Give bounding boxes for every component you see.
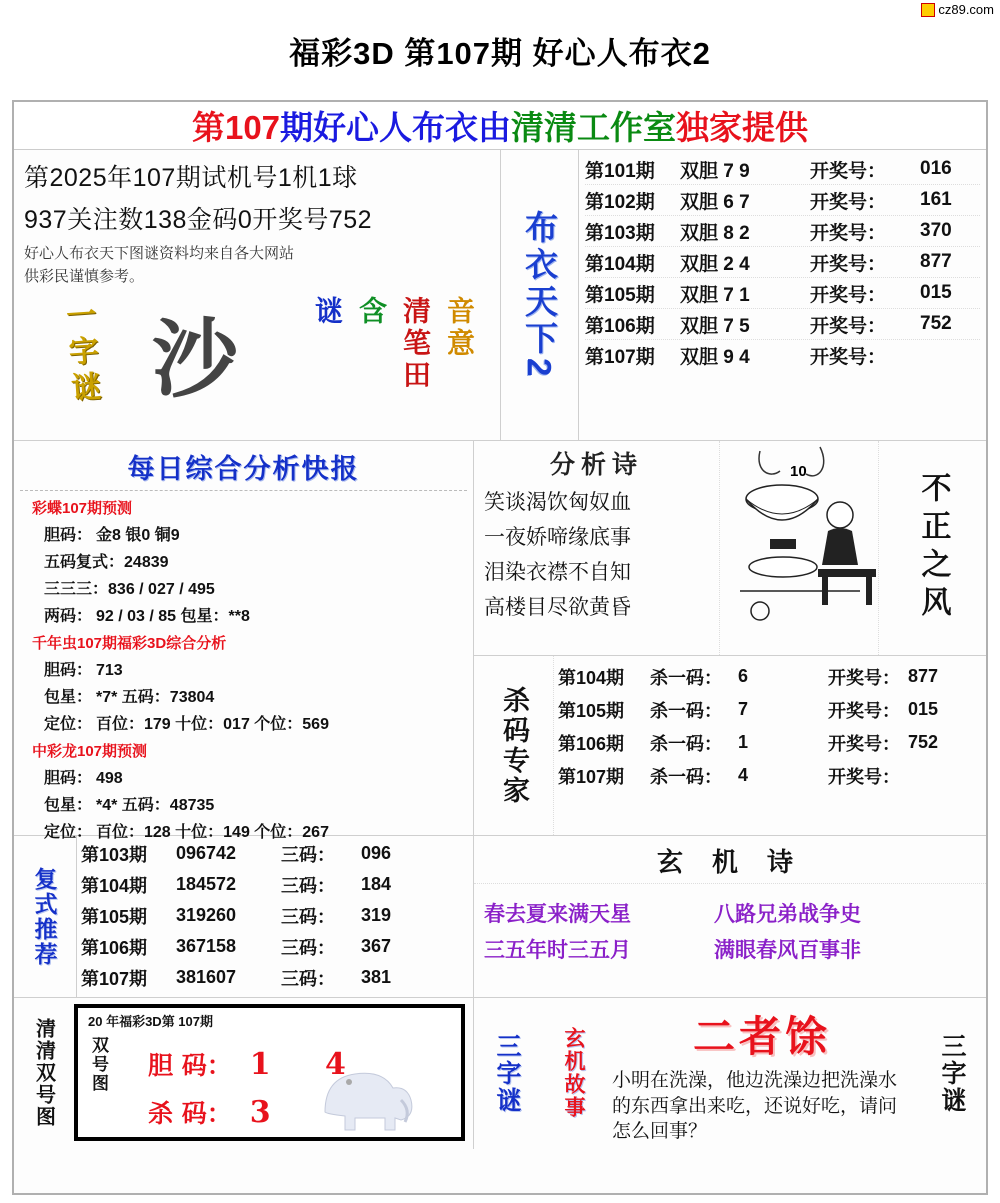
table-row [81,931,469,962]
kill-label: 杀一码： [650,766,722,787]
history-issue: 第106期 [585,315,655,337]
analysis-poem-text [474,441,719,655]
brand-label: 布衣天下2 [521,209,559,381]
page-title: 福彩3D 第107期 好心人布衣2 [289,36,711,71]
fushi-issue: 第105期 [81,906,148,927]
banner-seg-4: 独家提供 [676,109,809,146]
analysis-phrase: 不正之风 [915,472,951,624]
history-dan: 双胆 8 2 [680,222,750,244]
danhao-row-2-value: 3 [249,1095,271,1130]
history-issue: 第102期 [585,191,655,213]
fushi-label-cell: 三码： [281,937,335,958]
history-open-value: 370 [920,220,952,241]
history-open-label: 开奖号： [810,284,887,306]
fushi-label: 复式推荐 [31,866,58,967]
story-right-label-wrap [918,998,986,1149]
brand-vertical-panel [501,150,579,440]
top-section [14,150,986,440]
table-row [585,278,980,309]
bottom-section [14,997,986,1149]
danhao-row-1-label: 胆 码： [148,1051,232,1080]
kill-issue: 第106期 [558,733,625,754]
history-open-value: 877 [920,251,952,272]
riddle-col-2: 含 [355,296,388,328]
table-row [585,154,980,185]
analysis-poem-title: 分析诗 [549,450,643,479]
disclaimer-line-1: 好心人布衣天下图谜资料均来自各大网站 [24,245,295,262]
story-title: 二者馀 [692,1012,831,1061]
table-row [81,962,469,993]
analysis-phrase-panel [879,441,986,655]
analysis-poem-block [474,441,986,656]
history-issue: 第103期 [585,222,655,244]
kill-issue: 第107期 [558,766,625,787]
fushi-label-cell: 三码： [281,906,335,927]
kill-open-label: 开奖号： [828,667,900,688]
fushi-label-wrap [14,836,76,997]
fushi-value: 381 [361,967,392,987]
fushi-code: 367158 [176,936,237,956]
story-line: 的东西拿出来吃，还说好吃，请问 [612,1094,898,1117]
test-number-line-2: 937关注数138金码0开奖号752 [24,206,373,234]
banner-seg-2: 期好心人布衣由 [280,109,512,146]
kill-code-table [554,656,986,835]
danhao-row-2-label: 杀 码： [148,1099,232,1128]
table-row [585,216,980,247]
kill-value: 7 [738,699,749,719]
test-number-panel [14,150,501,440]
danhao-row-1-value: 1 4 [249,1047,368,1082]
xuanji-line-b: 满眼春风百事非 [714,937,861,962]
fushi-value: 184 [361,874,392,894]
table-row [558,726,982,759]
table-row [585,340,980,371]
riddle-col-4: 音意 [443,296,476,360]
fushi-value: 319 [361,905,392,925]
kill-value: 1 [738,732,749,752]
watermark-swatch-icon [921,3,935,17]
kill-label: 杀一码： [650,700,722,721]
history-open-value: 161 [920,189,952,210]
danhao-block [14,998,474,1149]
xuanji-line-a: 春去夏来满天星 [484,901,631,926]
table-row [81,900,469,931]
history-dan: 双胆 7 5 [680,315,750,337]
kill-code-block [474,656,986,835]
kill-label: 杀一码： [650,733,722,754]
kill-issue: 第104期 [558,667,625,688]
history-table [579,150,986,440]
history-dan: 双胆 2 4 [680,253,750,275]
history-issue: 第107期 [585,347,655,368]
fushi-code: 184572 [176,874,237,894]
history-issue: 第101期 [585,160,655,182]
table-row [558,693,982,726]
danhao-vertical-label: 双号图 [89,1036,108,1093]
riddle-character-columns [307,296,479,392]
danhao-side-label-wrap [14,998,74,1149]
fushi-issue: 第104期 [81,875,148,896]
fushi-code: 096742 [176,843,237,863]
history-dan: 双胆 9 4 [680,347,750,368]
history-open-label: 开奖号： [810,315,887,337]
banner-seg-1: 第107 [191,109,281,146]
history-issue: 第104期 [585,253,655,275]
kill-code-label: 杀码专家 [498,685,529,806]
daily-report-title: 每日综合分析快报 [20,445,467,491]
fushi-issue: 第103期 [81,844,148,865]
kill-open-value: 752 [908,732,939,752]
history-dan: 双胆 7 1 [680,284,750,306]
analysis-poem-line: 高楼目尽欲黄昏 [484,595,631,619]
analysis-poem-line: 一夜娇啼缘底事 [484,525,631,549]
fushi-block [14,836,474,997]
danhao-row-2 [148,1094,271,1130]
history-open-label: 开奖号： [810,347,887,368]
forecast-3-row: 胆码： 498 [44,770,123,787]
danhao-image-box [74,1004,465,1141]
table-row [81,869,469,900]
kill-issue: 第105期 [558,700,625,721]
kill-open-label: 开奖号： [828,733,900,754]
history-open-label: 开奖号： [810,222,887,244]
story-left-sub-label-wrap [540,998,606,1149]
xuanji-body [474,884,986,997]
history-open-label: 开奖号： [810,253,887,275]
riddle-col-3: 清笔田 [399,296,432,392]
history-dan: 双胆 7 9 [680,160,750,182]
forecast-2-title: 千年虫107期福彩3D综合分析 [32,635,227,652]
riddle-artwork [22,290,492,430]
analysis-poem-line: 泪染衣襟不自知 [484,560,631,584]
lottery-sheet [12,100,988,1195]
disclaimer-line-2: 供彩民谨慎参考。 [24,268,145,285]
story-left-label: 三字谜 [493,1032,521,1114]
sheet-banner [14,102,986,150]
kill-open-value: 877 [908,666,939,686]
history-issue: 第105期 [585,284,655,306]
fushi-label-cell: 三码： [281,844,335,865]
story-block [474,998,986,1149]
xuanji-line [484,934,976,964]
fushi-issue: 第107期 [81,968,148,989]
history-open-label: 开奖号： [810,191,887,213]
forecast-3-row: 定位： 百位：128 十位：149 个位：267 [44,824,329,841]
forecast-1-title: 彩蝶107期预测 [32,500,133,517]
danhao-side-label: 清清双号图 [32,1018,55,1129]
analysis-illustration [719,441,879,655]
kill-open-value: 015 [908,699,939,719]
forecast-3-title: 中彩龙107期预测 [32,743,148,760]
analysis-poem-line: 笑谈渴饮匈奴血 [484,490,631,514]
riddle-label-vertical: 一字谜 [60,298,101,409]
fushi-value: 096 [361,843,392,863]
fushi-code: 319260 [176,905,237,925]
story-left-sub-label: 玄机故事 [562,1027,585,1120]
site-watermark [921,2,994,17]
kill-open-label: 开奖号： [828,766,900,787]
lower-section [14,835,986,997]
history-open-label: 开奖号： [810,160,887,182]
fushi-issue: 第106期 [81,937,148,958]
forecast-3-row: 包星： *4* 五码：48735 [44,797,215,814]
forecast-1-row: 三三三：836 / 027 / 495 [44,581,215,598]
forecast-1-row: 胆码： 金8 银0 铜9 [44,527,180,544]
story-line: 怎么回事？ [612,1120,708,1143]
illustration-number: 10 [790,463,807,480]
table-row [558,660,982,693]
history-dan: 双胆 6 7 [680,191,750,213]
story-left-label-wrap [474,998,540,1149]
fushi-label-cell: 三码： [281,968,335,989]
banner-seg-3: 清清工作室 [511,109,677,146]
xuanji-line-a: 三五年时三五月 [484,937,631,962]
forecast-1-row: 五码复式：24839 [44,554,169,571]
fushi-table [76,836,473,997]
watermark-text: cz89.com [938,2,994,17]
table-row [558,759,982,792]
forecast-2-row: 定位： 百位：179 十位：017 个位：569 [44,716,329,733]
middle-section [14,440,986,841]
story-right-label: 三字谜 [938,1032,966,1114]
kill-value: 6 [738,666,749,686]
xuanji-block [474,836,986,997]
story-line: 小明在洗澡，他边洗澡边把洗澡水 [612,1069,898,1091]
top-bar [0,0,1000,22]
table-row [81,838,469,869]
history-open-value: 015 [920,282,952,303]
danhao-row-1 [148,1046,368,1082]
table-row [585,185,980,216]
kill-label: 杀一码： [650,667,722,688]
kill-open-label: 开奖号： [828,700,900,721]
xuanji-line [484,898,976,928]
danhao-box-title: 20 年福彩3D第 107期 [88,1014,213,1029]
xuanji-title: 玄 机 诗 [474,836,986,884]
riddle-col-1: 谜 [311,296,344,328]
history-open-value: 752 [920,313,952,334]
table-row [585,309,980,340]
daily-report-panel [14,441,474,841]
forecast-2-row: 包星： *7* 五码：73804 [44,689,215,706]
forecast-1-row: 两码： 92 / 03 / 85 包星：**8 [44,608,250,625]
test-number-line-1: 第2025年107期试机号1机1球 [24,164,358,192]
fushi-value: 367 [361,936,392,956]
analysis-panel [474,441,986,835]
xuanji-line-b: 八路兄弟战争史 [714,901,861,926]
story-text-col [606,998,918,1149]
kill-code-label-wrap [474,656,554,835]
forecast-2-row: 胆码： 713 [44,662,123,679]
fushi-code: 381607 [176,967,237,987]
kill-value: 4 [738,765,749,785]
table-row [585,247,980,278]
riddle-big-character: 沙 [152,309,238,410]
history-open-value: 016 [920,158,952,179]
fushi-label-cell: 三码： [281,875,335,896]
